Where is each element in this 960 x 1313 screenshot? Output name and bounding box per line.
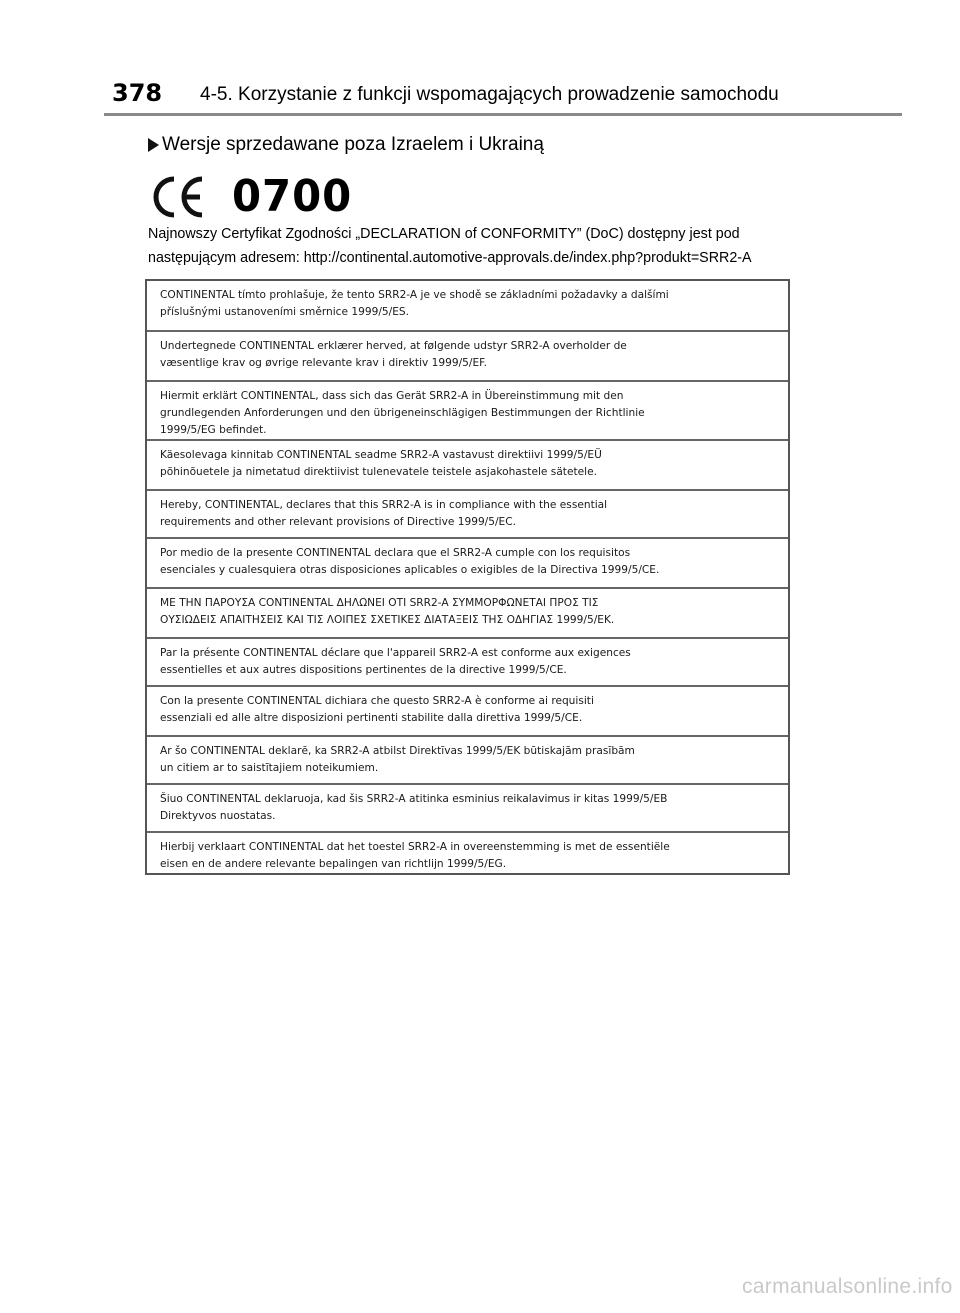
declaration-line: eisen en de andere relevante bepalingen van richtlijn 1999/5/EG. bbox=[160, 858, 507, 870]
declaration-line: væsentlige krav og øvrige relevante krav i direktiv 1999/5/EF. bbox=[160, 357, 487, 369]
declaration-line: Hiermit erklärt CONTINENTAL, dass sich das Gerät SRR2-A in Übereinstimmung mit den bbox=[160, 390, 624, 402]
declaration-line: Undertegnede CONTINENTAL erklærer herved, at følgende udstyr SRR2-A overholder de bbox=[160, 340, 627, 352]
declaration-row bbox=[147, 589, 788, 639]
declaration-row bbox=[147, 332, 788, 382]
declaration-row bbox=[147, 491, 788, 539]
declaration-line: CONTINENTAL tímto prohlašuje, že tento SRR2-A je ve shodě se základními požadavky a dalšími bbox=[160, 289, 669, 301]
declaration-row bbox=[147, 441, 788, 491]
declaration-row bbox=[147, 281, 788, 332]
declaration-line: Šiuo CONTINENTAL deklaruoja, kad šis SRR2-A atitinka esminius reikalavimus ir kitas 1999/5/EB bbox=[160, 793, 668, 805]
ce-mark bbox=[150, 170, 358, 224]
declaration-line: Hereby, CONTINENTAL, declares that this SRR2-A is in compliance with the essential bbox=[160, 499, 608, 511]
declaration-line: essenziali ed alle altre disposizioni pertinenti stabilite dalla direttiva 1999/5/CE. bbox=[160, 712, 583, 724]
declaration-line: un citiem ar to saistītajiem noteikumiem. bbox=[160, 762, 379, 774]
notified-body-number: 0700 bbox=[232, 171, 353, 222]
declaration-line: ΜΕ ΤΗΝ ΠΑΡΟΥΣΑ CONTINENTAL ΔΗΛΩΝΕΙ ΟΤΙ SRR2-A ΣΥΜΜΟΡΦΩΝΕΤΑΙ ΠΡΟΣ ΤΙΣ bbox=[160, 597, 599, 609]
declaration-line: põhinõuetele ja nimetatud direktiivist tulenevatele teistele asjakohastele sätetele. bbox=[160, 466, 597, 478]
declaration-row bbox=[147, 382, 788, 441]
triangle-bullet-icon bbox=[148, 138, 159, 152]
declaration-line: Par la présente CONTINENTAL déclare que l'appareil SRR2-A est conforme aux exigences bbox=[160, 647, 631, 659]
declaration-row bbox=[147, 785, 788, 833]
declaration-row bbox=[147, 737, 788, 785]
header-divider bbox=[104, 113, 902, 116]
declaration-line: Ar šo CONTINENTAL deklarē, ka SRR2-A atbilst Direktīvas 1999/5/EK būtiskajām prasībām bbox=[160, 745, 635, 757]
declaration-line: esenciales y cualesquiera otras disposiciones aplicables o exigibles de la Directiva 1999/5/CE. bbox=[160, 564, 660, 576]
declaration-line: essentielles et aux autres dispositions pertinentes de la directive 1999/5/CE. bbox=[160, 664, 567, 676]
declaration-line: grundlegenden Anforderungen und den übrigeneinschlägigen Bestimmungen der Richtlinie bbox=[160, 407, 645, 419]
declaration-line: příslušnými ustanoveními směrnice 1999/5/ES. bbox=[160, 306, 409, 318]
declaration-line: requirements and other relevant provisions of Directive 1999/5/EC. bbox=[160, 516, 517, 528]
declaration-table bbox=[145, 279, 790, 875]
declaration-line: Käesolevaga kinnitab CONTINENTAL seadme SRR2-A vastavust direktiivi 1999/5/EÜ bbox=[160, 449, 602, 461]
doc-intro bbox=[148, 222, 808, 270]
declaration-row bbox=[147, 639, 788, 687]
declaration-line: Por medio de la presente CONTINENTAL declara que el SRR2-A cumple con los requisitos bbox=[160, 547, 631, 559]
declaration-row bbox=[147, 687, 788, 737]
page-header bbox=[0, 78, 960, 114]
declaration-line: Direktyvos nuostatas. bbox=[160, 810, 276, 822]
section-title: Wersje sprzedawane poza Izraelem i Ukrainą bbox=[162, 134, 544, 155]
intro-line: następującym adresem: http://continental.automotive-approvals.de/index.php?produkt=SRR2-A bbox=[148, 250, 752, 266]
declaration-line: ΟΥΣΙΩΔΕΙΣ ΑΠΑΙΤΗΣΕΙΣ ΚΑΙ ΤΙΣ ΛΟΙΠΕΣ ΣΧΕΤΙΚΕΣ ΔΙΑΤΑΞΕΙΣ ΤΗΣ ΟΔΗΓΙΑΣ 1999/5/ΕΚ. bbox=[160, 614, 615, 626]
watermark: carmanualsonline.info bbox=[742, 1275, 953, 1298]
declaration-line: Con la presente CONTINENTAL dichiara che questo SRR2-A è conforme ai requisiti bbox=[160, 695, 594, 707]
chapter-title: 4-5. Korzystanie z funkcji wspomagających prowadzenie samochodu bbox=[200, 84, 779, 105]
page-number: 378 bbox=[112, 79, 163, 107]
declaration-line: Hierbij verklaart CONTINENTAL dat het toestel SRR2-A in overeenstemming is met de essentiële bbox=[160, 841, 670, 853]
declaration-row bbox=[147, 833, 788, 877]
ce-logo-icon bbox=[150, 175, 206, 219]
section-heading bbox=[148, 132, 544, 158]
declaration-row bbox=[147, 539, 788, 589]
declaration-line: 1999/5/EG befindet. bbox=[160, 424, 267, 436]
intro-line: Najnowszy Certyfikat Zgodności „DECLARATION of CONFORMITY” (DoC) dostępny jest pod bbox=[148, 226, 740, 242]
